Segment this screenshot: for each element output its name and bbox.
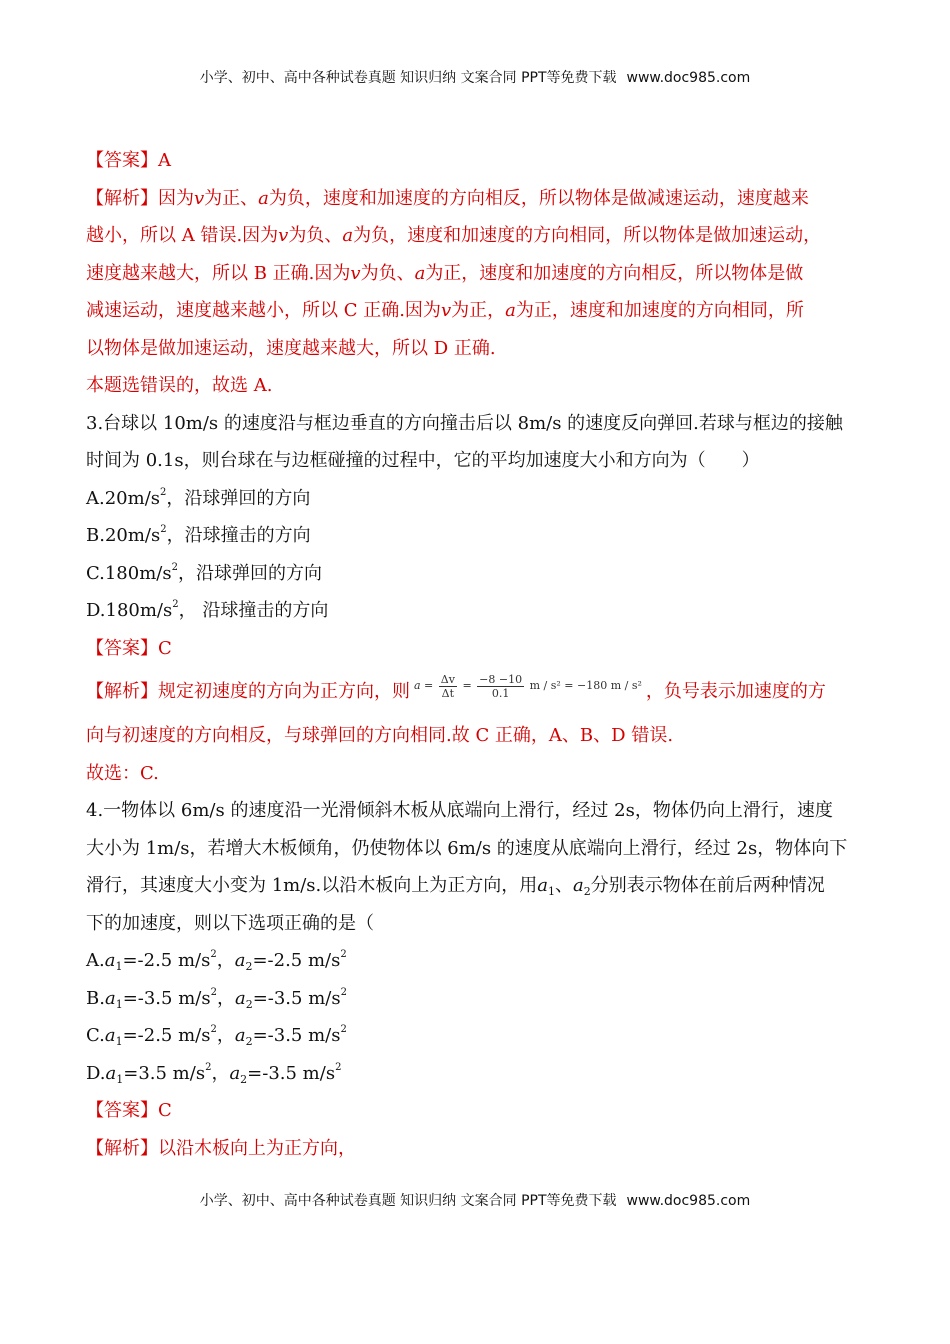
q4-answer: 【答案】C: [86, 1100, 172, 1121]
q4-stem-line-1: 4.一物体以 6m/s 的速度沿一光滑倾斜木板从底端向上滑行，经过 2s，物体仍向上滑行，速度: [86, 800, 833, 821]
q3-stem-line-1: 3.台球以 10m/s 的速度沿与框边垂直的方向撞击后以 8m/s 的速度反向弹回.若球与框边的接触: [86, 412, 843, 434]
q3-explanation-line-1: 【解析】规定初速度的方向为正方向，则 a = $\frac{\Delta v}{\Delta t}$ = $\frac{-8 -10}{0.1}$ m / s² = −180 m / s² ，负号表示加速度的方: [86, 667, 866, 717]
q4-option-d: $D.a_1=3.5$ $m/s^2$，$a_2=-3.5$ $m/s^2$: [86, 1061, 342, 1086]
q3-conclusion: 故选：C.: [86, 762, 159, 784]
q3-option-c: $C.180m/s^2$，沿球弹回的方向: [86, 561, 322, 584]
header-text: 小学、初中、高中各种试卷真题 知识归纳 文案合同 PPT等免费下载: [199, 70, 617, 86]
q4-explanation-line-1: 【解析】以沿木板向上为正方向，: [86, 1137, 356, 1159]
page-footer: [0, 1190, 950, 1210]
q3-option-d: $D.180m/s^2$， 沿球撞击的方向: [86, 599, 329, 621]
acceleration-formula: a = $\frac{\Delta v}{\Delta t}$ = $\frac{-8 -10}{0.1}$ m / s² = −180 m / s²: [414, 672, 642, 700]
q4-stem-line-3: 滑行，其速度大小变为 1m/s.以沿木板向上为正方向，用$a_1$、$a_2$分别表示物体在前后两种情况: [86, 875, 825, 898]
q2-conclusion: 本题选错误的，故选 A.: [86, 375, 273, 396]
q2-exp-label: 【解析】: [86, 187, 158, 209]
q3-stem-line-2: 时间为 0.1s，则台球在与边框碰撞的过程中，它的平均加速度大小和方向为（ ）: [86, 450, 760, 471]
q4-option-c: $C.a_1=-2.5$ $m/s^2$，$a_2=-3.5$ $m/s^2$: [86, 1024, 347, 1048]
header-site: www.doc985.com: [626, 70, 751, 86]
q3-option-a: $A.20m/s^2$，沿球弹回的方向: [86, 486, 311, 509]
q4-option-b: $B.a_1=-3.5$ $m/s^2$，$a_2=-3.5$ $m/s^2$: [86, 986, 347, 1011]
document-body: [86, 142, 866, 1167]
q2-explanation-line-2: 越小，所以 A 错误.因为v为负、a为负，速度和加速度的方向相同，所以物体是做加速运动，: [86, 225, 822, 246]
q2-explanation-line-4: 减速运动，速度越来越小，所以 C 正确.因为v为正，a为正，速度和加速度的方向相同，所: [86, 300, 804, 321]
q2-explanation-line-3: 速度越来越大，所以 B 正确.因为v为负、a为正，速度和加速度的方向相反，所以物体是做: [86, 262, 804, 284]
q3-answer: 【答案】C: [86, 637, 172, 659]
q4-stem-line-2: 大小为 1m/s，若增大木板倾角，仍使物体以 6m/s 的速度从底端向上滑行，经过 2s，物体向下: [86, 837, 848, 859]
footer-text: 小学、初中、高中各种试卷真题 知识归纳 文案合同 PPT等免费下载: [199, 1193, 617, 1209]
footer-site: www.doc985.com: [626, 1193, 751, 1209]
q4-option-a: $A.a_1=-2.5$ $m/s^2$，$a_2=-2.5$ $m/s^2$: [86, 949, 347, 973]
page-header: [0, 67, 950, 87]
q2-answer: 【答案】A: [86, 150, 171, 171]
q3-explanation-line-2: 向与初速度的方向相反，与球弹回的方向相同.故 C 正确，A、B、D 错误.: [86, 725, 674, 746]
q4-stem-line-4: 下的加速度，则以下选项正确的是（: [86, 912, 374, 934]
q3-option-b: $B.20m/s^2$，沿球撞击的方向: [86, 524, 311, 546]
q2-explanation-line-5: 以物体是做加速运动，速度越来越大，所以 D 正确.: [86, 337, 496, 359]
q2-explanation-line-1: 【解析】因为v为正、a为负，速度和加速度的方向相反，所以物体是做减速运动，速度越来: [86, 187, 809, 209]
